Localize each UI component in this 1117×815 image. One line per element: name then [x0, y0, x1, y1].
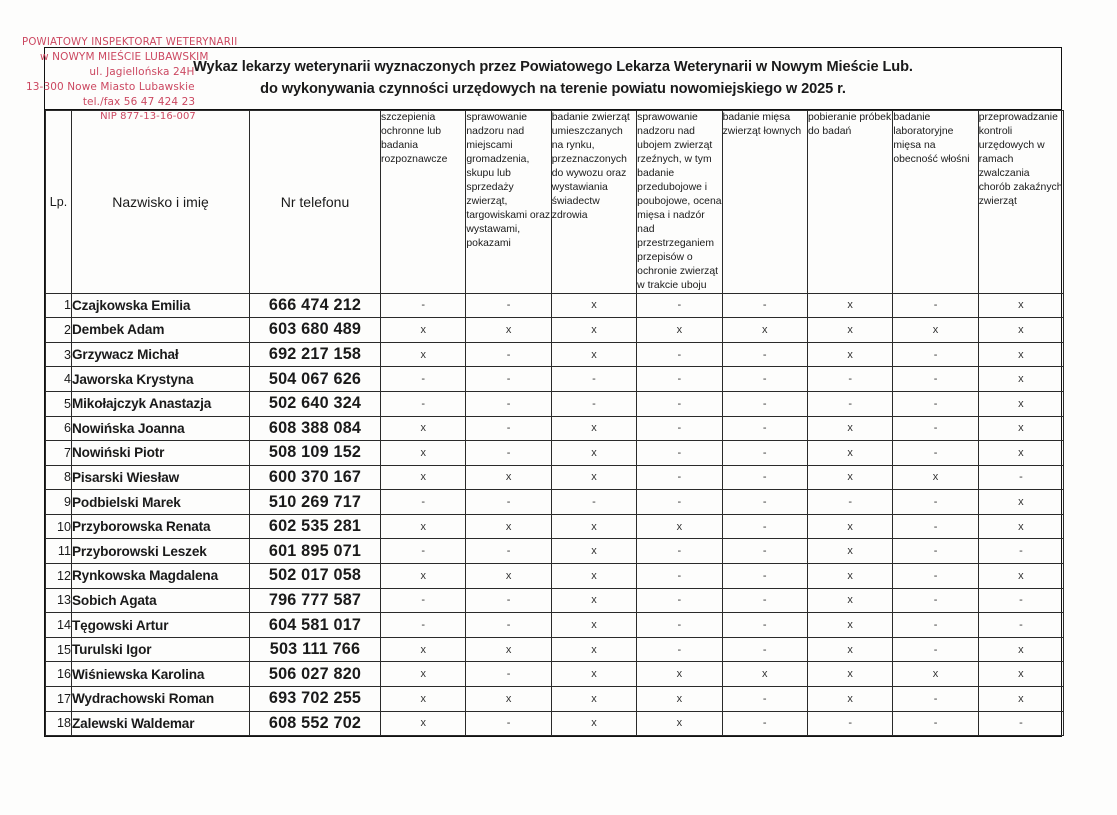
row-task-mark-4: - [637, 342, 722, 367]
row-index: 4 [46, 367, 72, 392]
row-task-mark-5: x [722, 662, 807, 687]
row-name: Pisarski Wiesław [72, 465, 250, 490]
row-task-mark-7: - [893, 564, 978, 589]
row-index: 13 [46, 588, 72, 613]
row-name: Czajkowska Emilia [72, 293, 250, 318]
table-row [46, 539, 1064, 564]
row-task-mark-6: - [807, 391, 892, 416]
row-task-mark-5: - [722, 711, 807, 736]
row-task-mark-1: x [381, 637, 466, 662]
row-phone: 600 370 167 [250, 465, 381, 490]
row-task-mark-2: x [466, 687, 551, 712]
row-task-mark-5: - [722, 416, 807, 441]
header-task-8: przeprowadzanie kontroli urzędowych w ramach zwalczania chorób zakaźnych zwierząt [978, 111, 1063, 293]
row-task-mark-8: x [978, 367, 1063, 392]
row-task-mark-2: - [466, 613, 551, 638]
row-index: 6 [46, 416, 72, 441]
row-task-mark-2: - [466, 367, 551, 392]
row-name: Dembek Adam [72, 318, 250, 343]
row-task-mark-4: - [637, 416, 722, 441]
row-name: Sobich Agata [72, 588, 250, 613]
row-phone: 601 895 071 [250, 539, 381, 564]
row-index: 18 [46, 711, 72, 736]
row-task-mark-1: x [381, 318, 466, 343]
row-task-mark-5: - [722, 441, 807, 466]
row-phone: 608 388 084 [250, 416, 381, 441]
row-task-mark-3: x [551, 711, 636, 736]
row-task-mark-7: - [893, 687, 978, 712]
table-body [46, 293, 1064, 736]
stamp-line-phone: tel./fax 56 47 424 23 [82, 96, 196, 109]
row-task-mark-1: x [381, 711, 466, 736]
row-task-mark-1: - [381, 391, 466, 416]
row-task-mark-7: - [893, 391, 978, 416]
row-task-mark-7: - [893, 342, 978, 367]
table-row [46, 662, 1064, 687]
table-row [46, 711, 1064, 736]
row-task-mark-8: - [978, 613, 1063, 638]
row-task-mark-6: x [807, 539, 892, 564]
table-row [46, 514, 1064, 539]
stamp-line-postal: 13-300 Nowe Miasto Lubawskie [26, 81, 195, 94]
table-row [46, 637, 1064, 662]
row-task-mark-5: - [722, 342, 807, 367]
row-task-mark-3: x [551, 416, 636, 441]
row-name: Przyborowski Leszek [72, 539, 250, 564]
header-lp: Lp. [46, 111, 72, 293]
row-task-mark-8: x [978, 637, 1063, 662]
row-task-mark-2: - [466, 711, 551, 736]
row-task-mark-2: - [466, 342, 551, 367]
row-index: 8 [46, 465, 72, 490]
row-task-mark-2: - [466, 441, 551, 466]
row-task-mark-7: - [893, 637, 978, 662]
row-task-mark-4: - [637, 293, 722, 318]
row-task-mark-6: x [807, 318, 892, 343]
title-line-2: do wykonywania czynności urzędowych na terenie powiatu nowomiejskiego w 2025 r. [260, 81, 846, 98]
row-task-mark-5: - [722, 687, 807, 712]
row-task-mark-3: x [551, 662, 636, 687]
row-task-mark-8: - [978, 465, 1063, 490]
table-header-row [46, 111, 1064, 293]
row-task-mark-5: - [722, 465, 807, 490]
row-task-mark-6: x [807, 687, 892, 712]
row-name: Tęgowski Artur [72, 613, 250, 638]
row-task-mark-4: x [637, 662, 722, 687]
row-task-mark-4: - [637, 367, 722, 392]
row-task-mark-5: - [722, 588, 807, 613]
row-task-mark-1: - [381, 293, 466, 318]
row-task-mark-8: x [978, 687, 1063, 712]
row-index: 15 [46, 637, 72, 662]
row-task-mark-4: - [637, 564, 722, 589]
row-task-mark-6: x [807, 465, 892, 490]
row-task-mark-6: - [807, 711, 892, 736]
row-task-mark-2: - [466, 662, 551, 687]
row-phone: 604 581 017 [250, 613, 381, 638]
header-task-4: sprawowanie nadzoru nad ubojem zwierząt rzeźnych, w tym badanie przedubojowe i poubojowe, ocena mięsa i nadzór nad przestrzeganiem przepisów o ochronie zwierząt w trakcie uboju [637, 111, 722, 293]
document-title [45, 48, 1061, 110]
row-task-mark-2: - [466, 391, 551, 416]
row-task-mark-7: - [893, 441, 978, 466]
row-task-mark-6: x [807, 662, 892, 687]
row-task-mark-3: x [551, 564, 636, 589]
row-index: 12 [46, 564, 72, 589]
row-task-mark-8: x [978, 514, 1063, 539]
table-row [46, 613, 1064, 638]
row-index: 10 [46, 514, 72, 539]
row-task-mark-5: - [722, 637, 807, 662]
row-task-mark-4: x [637, 318, 722, 343]
row-task-mark-4: - [637, 539, 722, 564]
header-name: Nazwisko i imię [72, 111, 250, 293]
table-row [46, 318, 1064, 343]
stamp-line-institution: POWIATOWY INSPEKTORAT WETERYNARII [22, 37, 238, 48]
table-row [46, 391, 1064, 416]
row-name: Wydrachowski Roman [72, 687, 250, 712]
row-task-mark-6: x [807, 342, 892, 367]
row-task-mark-2: - [466, 293, 551, 318]
row-task-mark-5: - [722, 490, 807, 515]
row-task-mark-8: x [978, 662, 1063, 687]
row-index: 3 [46, 342, 72, 367]
row-task-mark-8: - [978, 711, 1063, 736]
row-index: 2 [46, 318, 72, 343]
row-index: 16 [46, 662, 72, 687]
row-task-mark-6: x [807, 613, 892, 638]
row-task-mark-7: - [893, 367, 978, 392]
row-task-mark-3: x [551, 465, 636, 490]
row-task-mark-7: - [893, 711, 978, 736]
row-task-mark-4: - [637, 391, 722, 416]
row-task-mark-2: - [466, 490, 551, 515]
row-task-mark-3: x [551, 637, 636, 662]
row-task-mark-1: - [381, 367, 466, 392]
row-name: Grzywacz Michał [72, 342, 250, 367]
row-task-mark-8: x [978, 293, 1063, 318]
row-task-mark-2: - [466, 416, 551, 441]
row-task-mark-8: x [978, 416, 1063, 441]
title-line-1: Wykaz lekarzy weterynarii wyznaczonych przez Powiatowego Lekarza Weterynarii w Nowym Mieście Lub. [193, 59, 913, 75]
header-task-5: badanie mięsa zwierząt łownych [722, 111, 807, 293]
row-task-mark-5: - [722, 564, 807, 589]
row-task-mark-6: x [807, 564, 892, 589]
row-task-mark-2: x [466, 637, 551, 662]
row-task-mark-1: - [381, 490, 466, 515]
row-name: Przyborowska Renata [72, 514, 250, 539]
header-task-2: sprawowanie nadzoru nad miejscami gromadzenia, skupu lub sprzedaży zwierząt, targowiskami oraz wystawami, pokazami [466, 111, 551, 293]
table-row [46, 465, 1064, 490]
table-row [46, 293, 1064, 318]
row-task-mark-8: x [978, 441, 1063, 466]
row-task-mark-6: x [807, 293, 892, 318]
row-task-mark-8: x [978, 564, 1063, 589]
table-row [46, 687, 1064, 712]
row-task-mark-7: - [893, 613, 978, 638]
row-index: 17 [46, 687, 72, 712]
row-task-mark-4: - [637, 588, 722, 613]
row-task-mark-1: x [381, 564, 466, 589]
row-task-mark-4: - [637, 441, 722, 466]
row-task-mark-1: x [381, 441, 466, 466]
header-task-6: pobieranie próbek do badań [807, 111, 892, 293]
row-task-mark-3: - [551, 391, 636, 416]
row-name: Nowińska Joanna [72, 416, 250, 441]
row-task-mark-7: x [893, 318, 978, 343]
table-row [46, 490, 1064, 515]
row-index: 5 [46, 391, 72, 416]
row-task-mark-3: x [551, 613, 636, 638]
stamp-line-street: ul. Jagiellońska 24H [89, 66, 195, 79]
row-task-mark-6: - [807, 367, 892, 392]
row-task-mark-8: - [978, 539, 1063, 564]
row-phone: 503 111 766 [250, 637, 381, 662]
row-task-mark-5: - [722, 293, 807, 318]
row-task-mark-8: x [978, 318, 1063, 343]
row-task-mark-1: x [381, 416, 466, 441]
row-task-mark-5: - [722, 514, 807, 539]
row-task-mark-5: - [722, 539, 807, 564]
row-task-mark-2: - [466, 588, 551, 613]
row-task-mark-4: - [637, 465, 722, 490]
row-task-mark-4: - [637, 490, 722, 515]
table-row [46, 367, 1064, 392]
row-task-mark-1: x [381, 662, 466, 687]
row-task-mark-1: x [381, 687, 466, 712]
row-task-mark-7: x [893, 465, 978, 490]
row-task-mark-3: x [551, 441, 636, 466]
row-task-mark-8: x [978, 391, 1063, 416]
row-task-mark-7: - [893, 539, 978, 564]
table-row [46, 564, 1064, 589]
row-task-mark-1: x [381, 514, 466, 539]
row-index: 9 [46, 490, 72, 515]
row-phone: 608 552 702 [250, 711, 381, 736]
row-phone: 693 702 255 [250, 687, 381, 712]
row-task-mark-7: - [893, 416, 978, 441]
row-task-mark-6: x [807, 637, 892, 662]
row-task-mark-7: x [893, 662, 978, 687]
row-phone: 510 269 717 [250, 490, 381, 515]
row-task-mark-7: - [893, 490, 978, 515]
row-task-mark-1: - [381, 539, 466, 564]
row-index: 1 [46, 293, 72, 318]
row-task-mark-3: - [551, 490, 636, 515]
row-phone: 796 777 587 [250, 588, 381, 613]
row-task-mark-4: x [637, 514, 722, 539]
row-task-mark-6: x [807, 416, 892, 441]
row-task-mark-4: x [637, 687, 722, 712]
row-phone: 502 017 058 [250, 564, 381, 589]
row-phone: 508 109 152 [250, 441, 381, 466]
stamp-line-nip: NIP 877-13-16-007 [100, 111, 196, 123]
table-row [46, 441, 1064, 466]
header-task-1: szczepienia ochronne lub badania rozpoznawcze [381, 111, 466, 293]
row-task-mark-8: x [978, 342, 1063, 367]
row-task-mark-6: - [807, 490, 892, 515]
row-task-mark-7: - [893, 588, 978, 613]
row-phone: 603 680 489 [250, 318, 381, 343]
row-name: Wiśniewska Karolina [72, 662, 250, 687]
row-task-mark-3: x [551, 318, 636, 343]
row-task-mark-4: - [637, 613, 722, 638]
table-row [46, 416, 1064, 441]
row-task-mark-5: - [722, 391, 807, 416]
header-phone: Nr telefonu [250, 111, 381, 293]
row-task-mark-1: - [381, 613, 466, 638]
row-phone: 666 474 212 [250, 293, 381, 318]
row-phone: 504 067 626 [250, 367, 381, 392]
row-task-mark-2: x [466, 564, 551, 589]
row-task-mark-3: x [551, 514, 636, 539]
row-task-mark-7: - [893, 514, 978, 539]
row-task-mark-3: x [551, 588, 636, 613]
header-task-7: badanie laboratoryjne mięsa na obecność włośni [893, 111, 978, 293]
row-task-mark-3: x [551, 342, 636, 367]
row-index: 14 [46, 613, 72, 638]
header-task-3: badanie zwierząt umieszczanych na rynku, przeznaczonych do wywozu oraz wystawiania świadectw zdrowia [551, 111, 636, 293]
row-phone: 502 640 324 [250, 391, 381, 416]
row-task-mark-4: x [637, 711, 722, 736]
table-row [46, 588, 1064, 613]
row-task-mark-1: x [381, 465, 466, 490]
table-row [46, 342, 1064, 367]
row-task-mark-3: x [551, 539, 636, 564]
row-name: Podbielski Marek [72, 490, 250, 515]
row-task-mark-5: - [722, 367, 807, 392]
document-frame [44, 47, 1062, 737]
row-index: 11 [46, 539, 72, 564]
row-name: Zalewski Waldemar [72, 711, 250, 736]
row-task-mark-1: - [381, 588, 466, 613]
row-task-mark-7: - [893, 293, 978, 318]
row-name: Rynkowska Magdalena [72, 564, 250, 589]
row-task-mark-2: x [466, 465, 551, 490]
row-task-mark-4: - [637, 637, 722, 662]
row-name: Turulski Igor [72, 637, 250, 662]
row-task-mark-3: - [551, 367, 636, 392]
row-task-mark-8: - [978, 588, 1063, 613]
row-task-mark-5: x [722, 318, 807, 343]
row-task-mark-3: x [551, 293, 636, 318]
row-phone: 692 217 158 [250, 342, 381, 367]
row-task-mark-2: x [466, 318, 551, 343]
row-task-mark-6: x [807, 514, 892, 539]
veterinarians-table [45, 110, 1064, 736]
row-task-mark-5: - [722, 613, 807, 638]
row-index: 7 [46, 441, 72, 466]
row-task-mark-6: x [807, 441, 892, 466]
row-name: Mikołajczyk Anastazja [72, 391, 250, 416]
row-phone: 602 535 281 [250, 514, 381, 539]
row-task-mark-1: x [381, 342, 466, 367]
row-name: Jaworska Krystyna [72, 367, 250, 392]
row-task-mark-2: - [466, 539, 551, 564]
stamp-line-city: w NOWYM MIEŚCIE LUBAWSKIM [40, 51, 209, 64]
row-phone: 506 027 820 [250, 662, 381, 687]
row-task-mark-8: x [978, 490, 1063, 515]
row-task-mark-6: x [807, 588, 892, 613]
row-task-mark-3: x [551, 687, 636, 712]
row-task-mark-2: x [466, 514, 551, 539]
row-name: Nowiński Piotr [72, 441, 250, 466]
